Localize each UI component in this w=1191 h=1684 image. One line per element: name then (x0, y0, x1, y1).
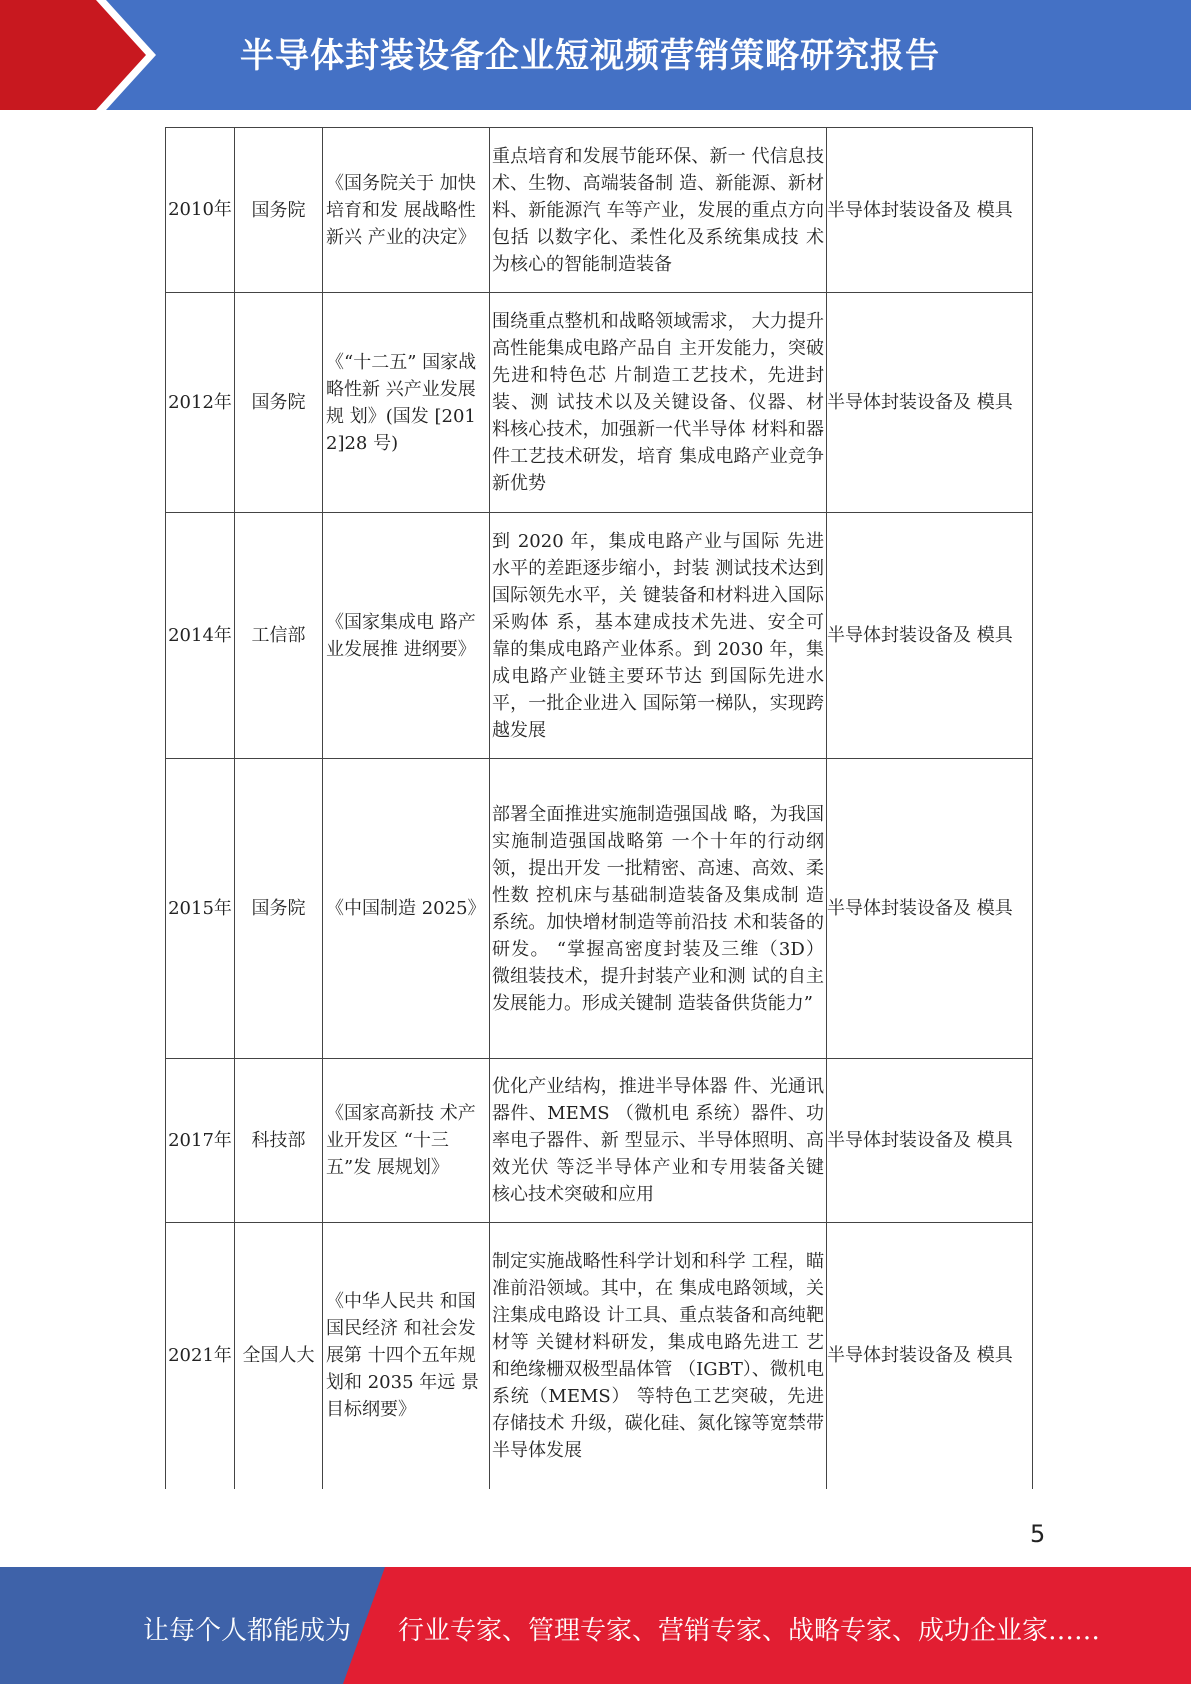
department-cell: 国务院 (235, 128, 323, 293)
content-cell: 重点培育和发展节能环保、新一 代信息技术、生物、高端装备制 造、新能源、新材料、新能源汽 车等产业，发展的重点方向包括 以数字化、柔性化及系统集成技 术为核心的智能制造装备 (490, 128, 827, 293)
page-footer (0, 1567, 1191, 1684)
document-cell: 《国务院关于 加快培育和发 展战略性新兴 产业的决定》 (323, 128, 490, 293)
content-cell: 围绕重点整机和战略领域需求， 大力提升高性能集成电路产品自 主开发能力，突破先进和特色芯 片制造工艺技术，先进封装、测 试技术以及关键设备、仪器、材 料核心技术，加强新一代半导体 材料和器件工艺技术研发，培育 集成电路产业竞争新优势 (490, 293, 827, 513)
document-cell: 《国家高新技 术产业开发区 “十三五”发 展规划》 (323, 1059, 490, 1223)
table-row (166, 128, 1033, 293)
content-cell: 优化产业结构，推进半导体器 件、光通讯器件、MEMS （微机电 系统）器件、功率电子器件、新 型显示、半导体照明、高效光伏 等泛半导体产业和专用装备关键 核心技术突破和应用 (490, 1059, 827, 1223)
footer-slogan-left: 让每个人都能成为 (143, 1616, 352, 1646)
year-cell: 2014年 (166, 513, 235, 759)
content-cell: 到 2020 年，集成电路产业与国际 先进水平的差距逐步缩小，封装 测试技术达到国际领先水平，关 键装备和材料进入国际采购体 系，基本建成技术先进、安全可 靠的集成电路产业体系。到 2030 年，集成电路产业链主要环节达 到国际先进水平，一批企业进入 国际第一梯队，实现跨越发展 (490, 513, 827, 759)
department-cell: 科技部 (235, 1059, 323, 1223)
department-cell: 国务院 (235, 293, 323, 513)
page-number: 5 (1030, 1520, 1046, 1548)
department-cell: 国务院 (235, 759, 323, 1059)
policy-table (165, 127, 1033, 1489)
department-cell: 全国人大 (235, 1223, 323, 1489)
year-cell: 2021年 (166, 1223, 235, 1489)
content-cell: 部署全面推进实施制造强国战 略，为我国实施制造强国战略第 一个十年的行动纲领，提出开发 一批精密、高速、高效、柔性数 控机床与基础制造装备及集成制 造系统。加快增材制造等前沿技 术和装备的研发。 “掌握高密度封装及三维（3D） 微组装技术，提升封装产业和测 试的自主发展能力。形成关键制 造装备供货能力” (490, 759, 827, 1059)
scope-cell: 半导体封装设备及 模具 (827, 513, 1033, 759)
table-row (166, 1059, 1033, 1223)
document-cell: 《国家集成电 路产业发展推 进纲要》 (323, 513, 490, 759)
table-row (166, 513, 1033, 759)
table-row (166, 1223, 1033, 1489)
year-cell: 2017年 (166, 1059, 235, 1223)
content-cell: 制定实施战略性科学计划和科学 工程，瞄准前沿领域。其中，在 集成电路领域，关注集成电路设 计工具、重点装备和高纯靶材等 关键材料研发，集成电路先进工 艺和绝缘栅双极型晶体管 （IGBT）、微机电系统（MEMS） 等特色工艺突破，先进存储技术 升级，碳化硅、氮化镓等宽禁带 半导体发展 (490, 1223, 827, 1489)
table-row (166, 293, 1033, 513)
year-cell: 2012年 (166, 293, 235, 513)
scope-cell: 半导体封装设备及 模具 (827, 128, 1033, 293)
page-header (0, 0, 1191, 110)
year-cell: 2015年 (166, 759, 235, 1059)
year-cell: 2010年 (166, 128, 235, 293)
scope-cell: 半导体封装设备及 模具 (827, 293, 1033, 513)
department-cell: 工信部 (235, 513, 323, 759)
scope-cell: 半导体封装设备及 模具 (827, 1059, 1033, 1223)
scope-cell: 半导体封装设备及 模具 (827, 759, 1033, 1059)
table-row (166, 759, 1033, 1059)
scope-cell: 半导体封装设备及 模具 (827, 1223, 1033, 1489)
document-cell: 《中国制造 2025》 (323, 759, 490, 1059)
document-cell: 《“十二五” 国家战略性新 兴产业发展规 划》(国发 [2012]28 号) (323, 293, 490, 513)
footer-slogan-right: 行业专家、管理专家、营销专家、战略专家、成功企业家…… (398, 1616, 1101, 1646)
report-title: 半导体封装设备企业短视频营销策略研究报告 (240, 36, 940, 76)
document-cell: 《中华人民共 和国国民经济 和社会发展第 十四个五年规 划和 2035 年远 景目标纲要》 (323, 1223, 490, 1489)
